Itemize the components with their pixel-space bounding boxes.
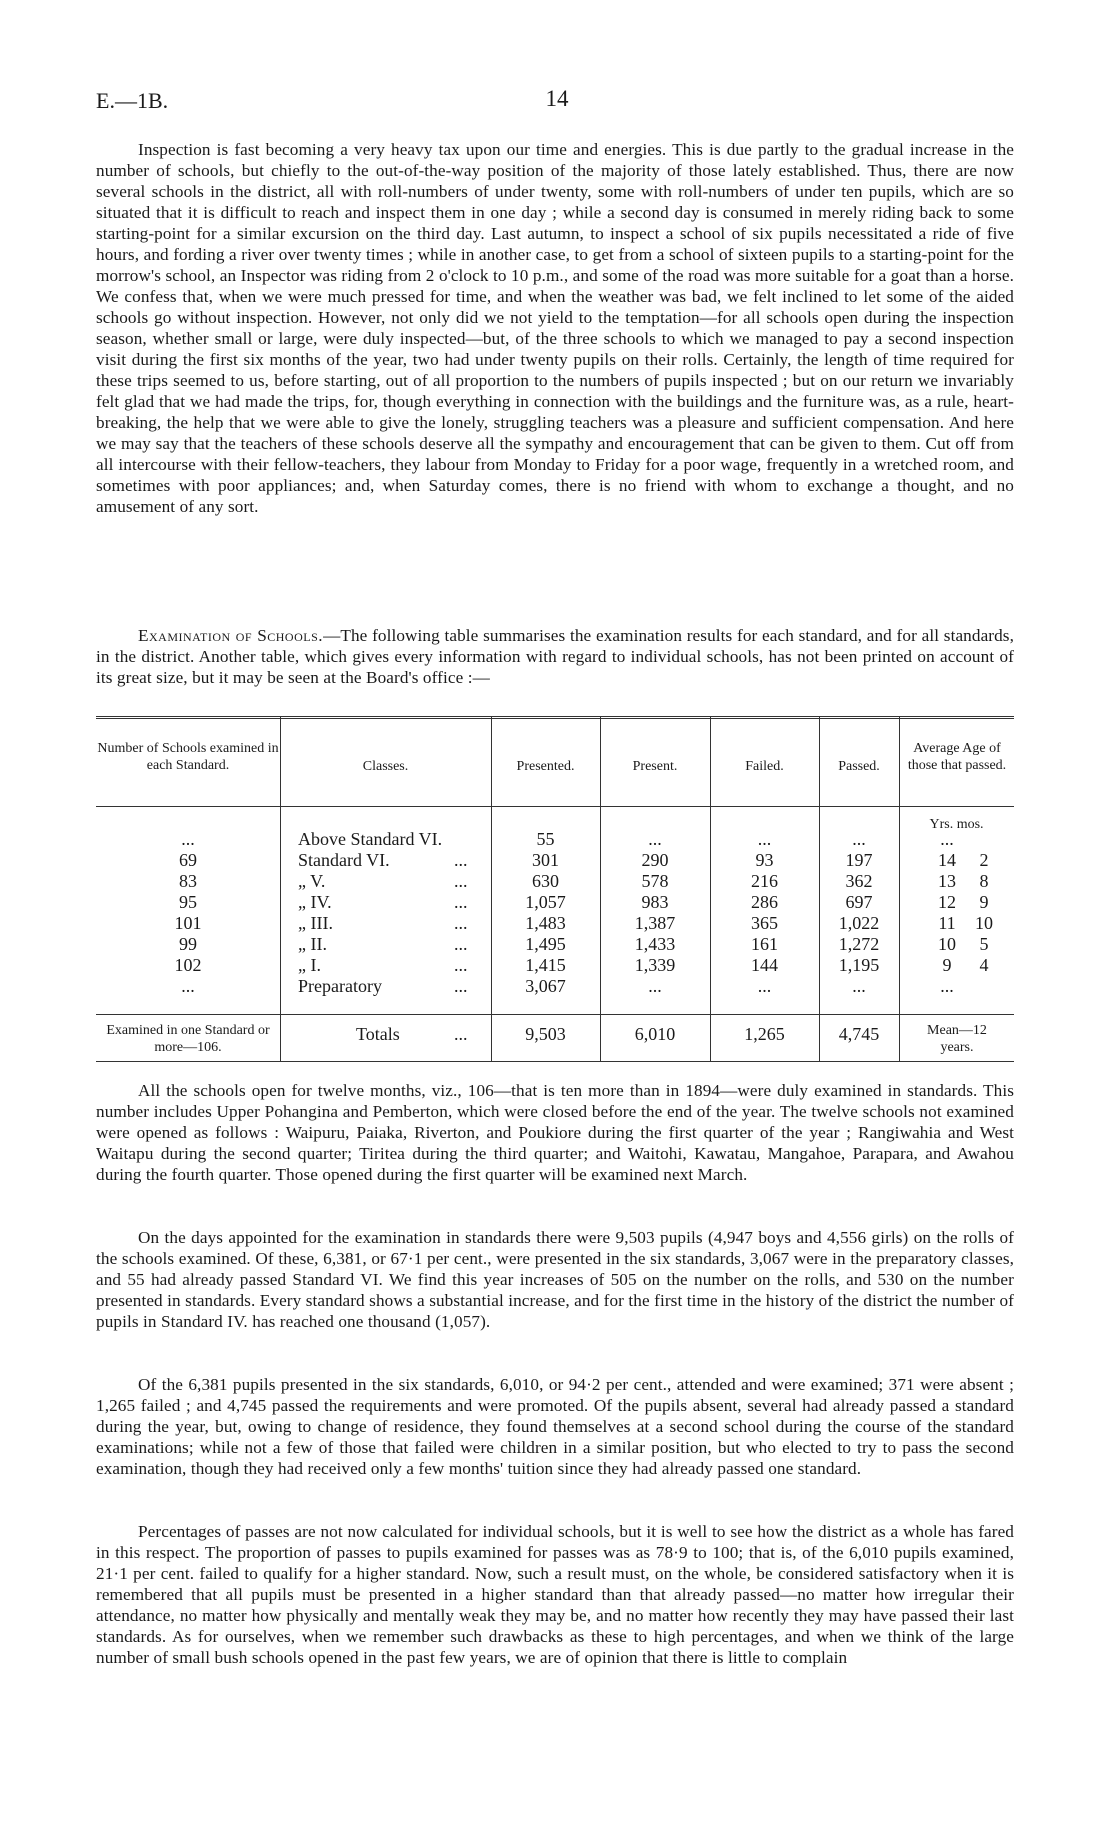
- cell-passed: ...: [852, 976, 866, 996]
- cell-present: 983: [641, 892, 669, 912]
- cell-failed: 216: [751, 871, 778, 891]
- cell-presented: 630: [532, 871, 559, 891]
- cell-failed: 93: [755, 850, 774, 870]
- header-age-units: Yrs. mos.: [929, 817, 984, 832]
- cell-age-y: 12: [938, 892, 956, 912]
- cell-present: 1,387: [634, 913, 676, 933]
- cell-age-m: 2: [979, 850, 989, 870]
- cell-schools: 69: [179, 850, 197, 870]
- cell-cls: „ V.: [298, 871, 326, 891]
- cell-presented: 1,057: [525, 892, 566, 912]
- section-heading: Examination of Schools.: [138, 626, 324, 645]
- cell-age-y: 9: [942, 955, 952, 975]
- totals-rule: [96, 1014, 1014, 1015]
- cell-schools: 101: [174, 913, 202, 933]
- cell-present: ...: [648, 829, 662, 849]
- cell-passed: 1,272: [838, 934, 880, 954]
- cell-schools: 99: [179, 934, 197, 954]
- paragraph-text: On the days appointed for the examination in standards there were 9,503 pupils (4,947 boys and 4,556 girls) on the rolls of the schools examined. Of these, 6,381, or 67·1 per cent., were presented in the six standards, 3,067 were in the preparatory classes, and 55 had already passed Standard VI. We find this year increases of 505 on the number on the rolls, and 530 on the number presented in standards. Every standard shows a substantial increase, and for the first time in the history of the district the number of pupils in Standard IV. has reached one thousand (1,057).: [96, 1228, 1014, 1331]
- cell-dots: ...: [454, 913, 468, 933]
- cell-passed: ...: [852, 829, 866, 849]
- cell-passed: 197: [845, 850, 873, 870]
- cell-age-m: 9: [979, 892, 989, 912]
- cell-presented: 3,067: [525, 976, 566, 996]
- paragraph-text: Percentages of passes are not now calculated for individual schools, but it is well to see how the district as a whole has fared in this respect. The proportion of passes to pupils examined for passes was as 78·9 to 100; that is, of the 6,010 pupils examined, 21·1 per cent. failed to qualify for a higher standard. Now, such a result must, on the whole, be considered satisfactory when it is remembered that all pupils must be presented in a higher standard than that already passed—no matter how irregular their attendance, no matter how physically and mentally weak they may be, and no matter how recently they may have passed their last standards. As for ourselves, when we remember such drawbacks as these to high percentages, and when we think of the large number of small bush schools opened in the past few years, we are of opinion that there is little to complain: [96, 1522, 1014, 1667]
- paragraph-schools-examined: [96, 1080, 1014, 1185]
- document-code: E.—1B.: [96, 88, 169, 113]
- cell-age-y: ...: [940, 976, 954, 996]
- cell-present: 290: [641, 850, 669, 870]
- cell-cls: „ III.: [298, 913, 333, 933]
- paragraph-text: —The following table summarises the examination results for each standard, and for all standards, in the district. Another table, which gives every information with regard to individual schools, has not been printed on account of its great size, but it may be seen at the Board's office :—: [96, 626, 1014, 687]
- cell-failed: ...: [757, 829, 772, 849]
- cell-dots: ...: [454, 976, 468, 996]
- cell-failed: 286: [751, 892, 778, 912]
- cell-age-y: ...: [940, 829, 954, 849]
- paragraph-inspection: [96, 139, 1014, 517]
- cell-schools: 83: [179, 871, 197, 891]
- cell-age-y: 10: [938, 934, 956, 954]
- cell-dots: ...: [454, 871, 468, 891]
- paragraph-pupils-on-rolls: [96, 1227, 1014, 1332]
- cell-schools: 95: [179, 892, 197, 912]
- cell-cls: Standard VI.: [298, 850, 390, 870]
- cell-present: 1,339: [634, 955, 676, 975]
- cell-schools: ...: [181, 976, 195, 996]
- cell-passed: 1,195: [838, 955, 880, 975]
- cell-passed: 1,022: [838, 913, 880, 933]
- cell-age-m: 8: [979, 871, 989, 891]
- cell-age-y: 13: [938, 871, 956, 891]
- paragraph-examination: [96, 625, 1014, 688]
- page-number: 14: [545, 86, 569, 111]
- cell-cls: „ IV.: [298, 892, 332, 912]
- cell-failed: 161: [751, 934, 778, 954]
- examination-summary-table: [96, 716, 1014, 1062]
- paragraph-text: Of the 6,381 pupils presented in the six standards, 6,010, or 94·2 per cent., attended and were examined; 371 were absent ; 1,265 failed ; and 4,745 passed the requirements and were promoted. Of the pupils absent, several had already passed a standard during the year, but, owing to change of residence, they found themselves at a second school during the course of the standard examinations; while not a few of those that failed were children in a similar position, but who elected to try to pass the second examination, though they had received only a few months' tuition since they had already passed one standard.: [96, 1375, 1014, 1478]
- cell-passed: 697: [845, 892, 873, 912]
- paragraph-percentages: [96, 1521, 1014, 1668]
- cell-cls: Preparatory: [298, 976, 382, 996]
- cell-schools: ...: [181, 829, 195, 849]
- cell-cls: „ I.: [298, 955, 321, 975]
- paragraph-text: Inspection is fast becoming a very heavy tax upon our time and energies. This is due partly to the gradual increase in the number of schools, but chiefly to the out-of-the-way position of the majority of those lately established. Thus, there are now several schools in the district, all with roll-numbers of under twenty, some with roll-numbers of under ten pupils, which are so situated that it is difficult to reach and inspect them in one day ; while a second day is consumed in merely riding back to some starting-point for a similar excursion on the third day. Last autumn, to inspect a school of six pupils necessitated a ride of five hours, and fording a river over twenty times ; while in another case, to get from a school of sixteen pupils to a starting-point for the morrow's school, an Inspector was riding from 2 o'clock to 10 p.m., and some of the road was more suitable for a goat than a horse. We confess that, when we were much pressed for time, and when the weather was bad, we felt inclined to let some of the aided schools go without inspection. However, not only did we not yield to the temptation—for all schools open during the inspection season, whether small or large, were duly inspected—but, of the three schools to which we managed to pay a second inspection visit during the first six months of the year, two had under twenty pupils on their rolls. Certainly, the length of time required for these trips seemed to us, before starting, out of all proportion to the numbers of pupils inspected ; but on our return we invariably felt glad that we had made the trips, for, though everything in connection with the buildings and the furniture was, as a rule, heart-breaking, the help that we were able to give the lonely, struggling teachers was a pleasure and sufficient compensation. And here we may say that the teachers of these schools deserve all the sympathy and encouragement that can be given to them. Cut off from all intercourse with their fellow-teachers, they labour from Monday to Friday for a poor wage, frequently in a wretched room, and sometimes with poor appliances; and, when Saturday comes, there is no friend with whom to exchange a thought, and no amusement of any sort.: [96, 140, 1014, 516]
- header-passed: Passed.: [838, 759, 880, 774]
- cell-present: ...: [648, 976, 662, 996]
- cell-passed: 362: [845, 871, 873, 891]
- cell-failed: 144: [751, 955, 778, 975]
- totals-schools-note: Examined in one Standard or more—106.: [106, 1023, 270, 1055]
- table-bottom-rule: [96, 1061, 1014, 1062]
- totals-dots: ...: [454, 1024, 468, 1044]
- cell-dots: ...: [454, 955, 468, 975]
- cell-age-y: 11: [938, 913, 956, 933]
- table-top-rule: [96, 716, 1014, 717]
- cell-dots: ...: [454, 850, 468, 870]
- cell-cls: „ II.: [298, 934, 327, 954]
- cell-age-m: 5: [979, 934, 989, 954]
- cell-present: 1,433: [634, 934, 676, 954]
- cell-age-m: 10: [975, 913, 993, 933]
- cell-cls: Above Standard VI.: [298, 829, 443, 849]
- cell-presented: 1,483: [525, 913, 566, 933]
- totals-passed: 4,745: [838, 1024, 880, 1044]
- cell-presented: 301: [532, 850, 559, 870]
- totals-failed: 1,265: [744, 1024, 785, 1044]
- header-rule: [96, 806, 1014, 807]
- header-schools: Number of Schools examined in each Standard.: [97, 741, 279, 773]
- header-classes: Classes.: [362, 759, 409, 774]
- cell-dots: ...: [454, 934, 468, 954]
- totals-label: Totals: [356, 1024, 400, 1044]
- cell-presented: 1,415: [525, 955, 566, 975]
- cell-dots: ...: [454, 892, 468, 912]
- cell-age-m: 4: [979, 955, 989, 975]
- header-presented: Presented.: [516, 759, 575, 774]
- paragraph-text: All the schools open for twelve months, viz., 106—that is ten more than in 1894—were duly examined in standards. This number includes Upper Pohangina and Pemberton, which were closed before the end of the year. The twelve schools not examined were opened as follows : Waipuru, Paiaka, Riverton, and Poukiore during the first quarter of the year ; Rangiwahia and West Waitapu during the second quarter; Tiritea during the third quarter; and Waitohi, Kawatau, Mangahoe, Parapara, and Awahou during the fourth quarter. Those opened during the first quarter will be examined next March.: [96, 1081, 1014, 1184]
- totals-presented: 9,503: [525, 1024, 566, 1044]
- paragraph-pupils-presented: [96, 1374, 1014, 1479]
- cell-schools: 102: [174, 955, 202, 975]
- header-average-age: Average Age of those that passed.: [907, 741, 1007, 773]
- cell-failed: ...: [757, 976, 772, 996]
- cell-present: 578: [641, 871, 669, 891]
- cell-presented: 1,495: [525, 934, 566, 954]
- totals-present: 6,010: [634, 1024, 676, 1044]
- cell-age-y: 14: [938, 850, 956, 870]
- cell-failed: 365: [751, 913, 778, 933]
- totals-mean-age: Mean—12 years.: [927, 1023, 987, 1055]
- cell-presented: 55: [536, 829, 555, 849]
- header-failed: Failed.: [745, 759, 784, 774]
- header-present: Present.: [632, 759, 678, 774]
